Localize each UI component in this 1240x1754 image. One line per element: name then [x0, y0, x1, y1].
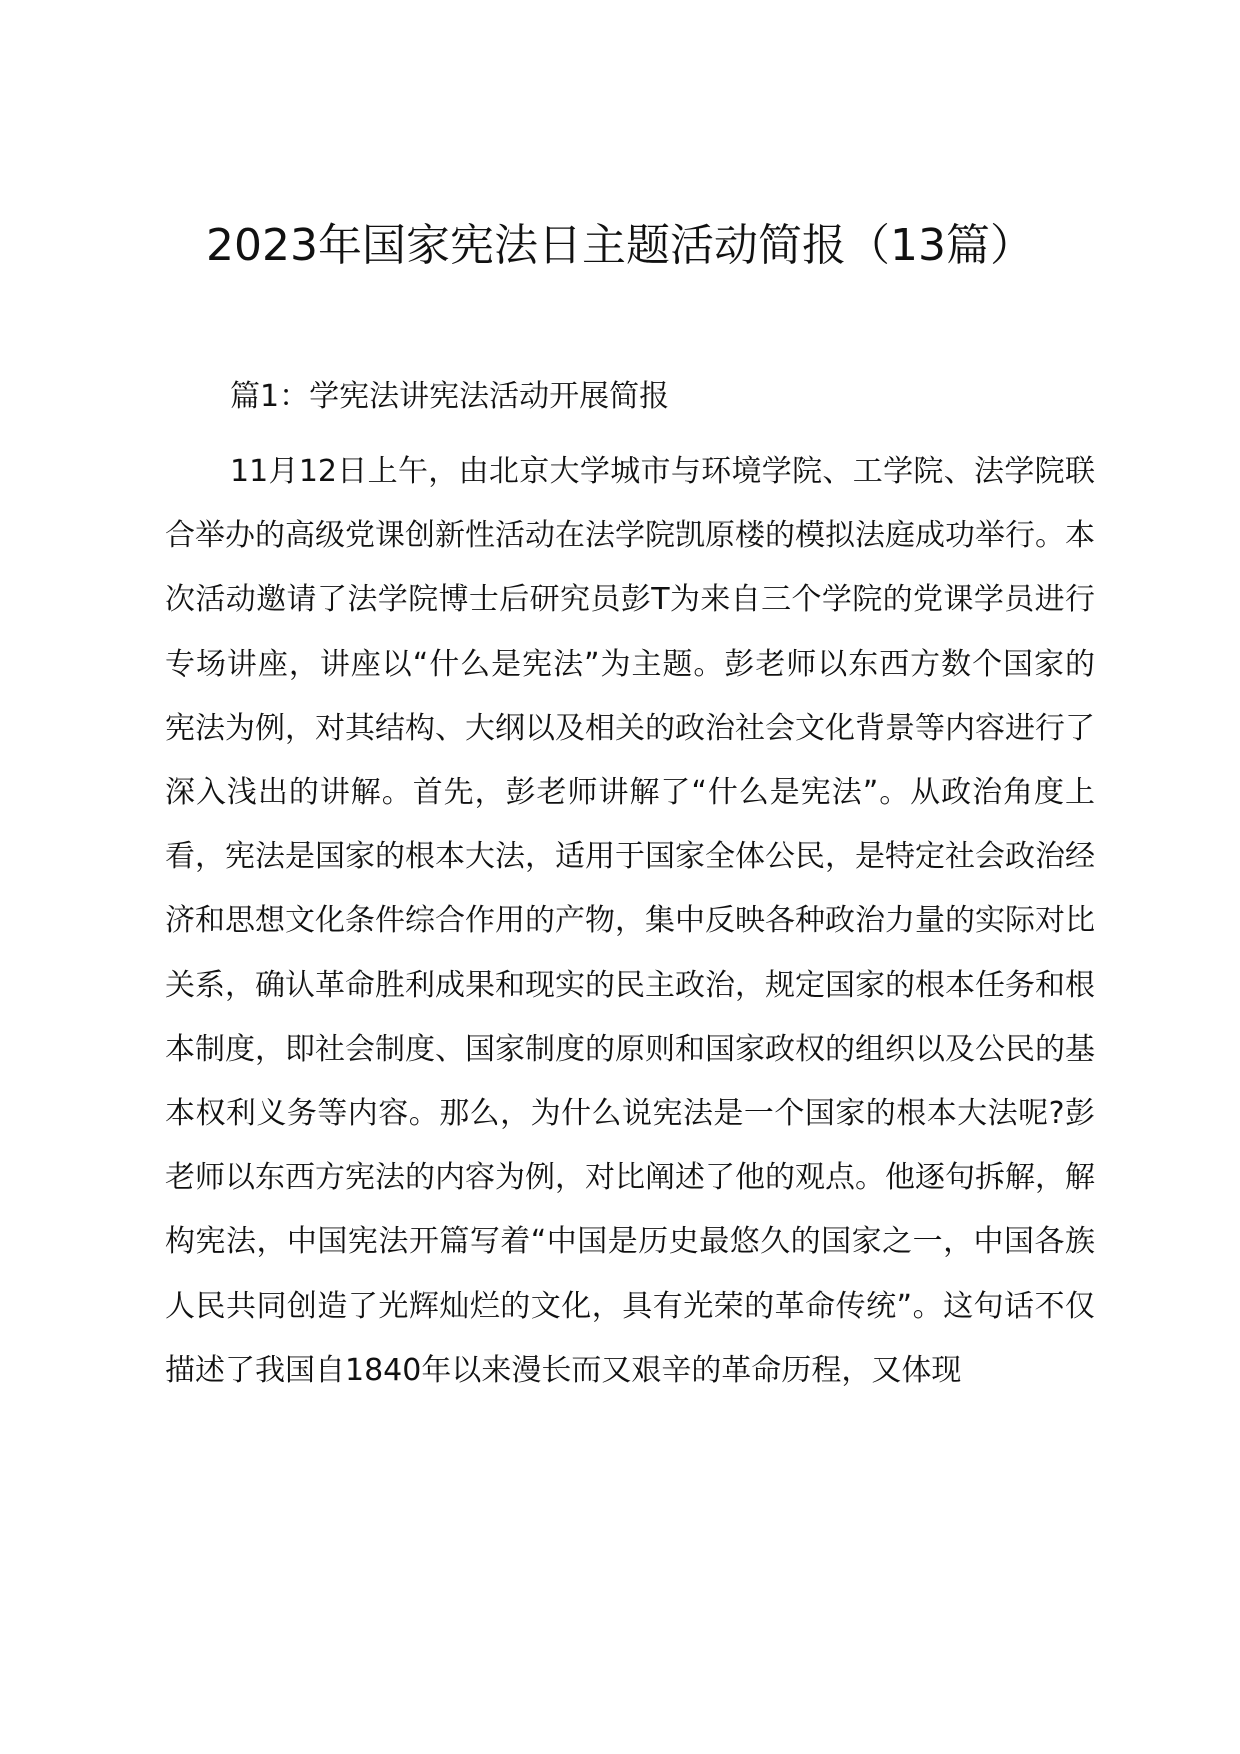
- body-paragraph: 11月12日上午，由北京大学城市与环境学院、工学院、法学院联合举办的高级党课创新性活动在法学院凯原楼的模拟法庭成功举行。本次活动邀请了法学院博士后研究员彭T为来自三个学院的党课学员进行专场讲座，讲座以“什么是宪法”为主题。彭老师以东西方数个国家的宪法为例，对其结构、大纲以及相关的政治社会文化背景等内容进行了深入浅出的讲解。首先，彭老师讲解了“什么是宪法”。从政治角度上看，宪法是国家的根本大法，适用于国家全体公民，是特定社会政治经济和思想文化条件综合作用的产物，集中反映各种政治力量的实际对比关系，确认革命胜利成果和现实的民主政治，规定国家的根本任务和根本制度，即社会制度、国家制度的原则和国家政权的组织以及公民的基本权利义务等内容。那么，为什么说宪法是一个国家的根本大法呢?彭老师以东西方宪法的内容为例，对比阐述了他的观点。他逐句拆解，解构宪法，中国宪法开篇写着“中国是历史最悠久的国家之一，中国各族人民共同创造了光辉灿烂的文化，具有光荣的革命传统”。这句话不仅描述了我国自1840年以来漫长而又艰辛的革命历程，又体现: [165, 454, 1095, 1388]
- section-heading: 篇1：学宪法讲宪法活动开展简报: [230, 379, 670, 414]
- document-title: 2023年国家宪法日主题活动简报（13篇）: [206, 220, 1034, 271]
